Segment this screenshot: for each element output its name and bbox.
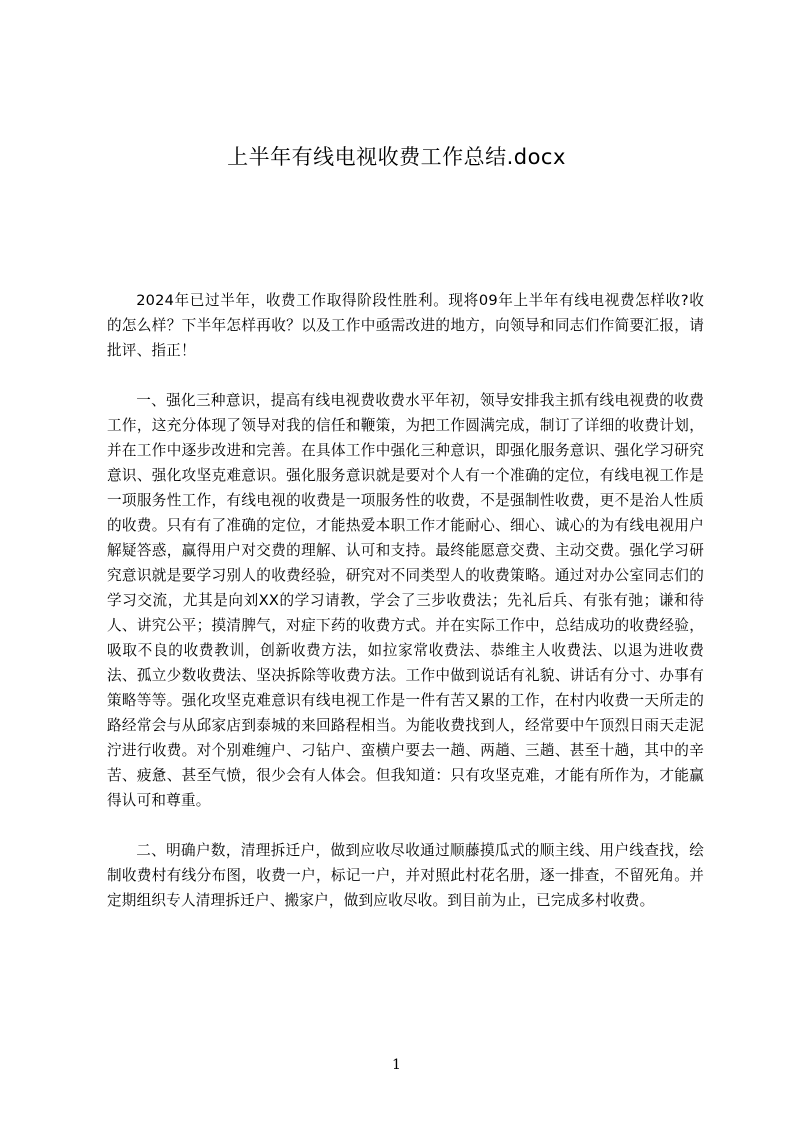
paragraph-section-two: 二、明确户数，清理拆迁户，做到应收尽收通过顺藤摸瓜式的顺主线、用户线查找，绘制收费村有线分布图，收费一户，标记一户，并对照此村花名册，逐一排查，不留死角。并定期组织专人清理拆迁户、搬家户，做到应收尽收。到目前为止，已完成多村收费。 [107, 842, 704, 909]
document-body [107, 288, 704, 938]
paragraph-intro: 2024年已过半年，收费工作取得阶段性胜利。现将09年上半年有线电视费怎样收?收的怎么样？下半年怎样再收？以及工作中亟需改进的地方，向领导和同志们作简要汇报，请批评、指正！ [107, 292, 704, 359]
paragraph-section-one: 一、强化三种意识，提高有线电视费收费水平年初，领导安排我主抓有线电视费的收费工作，这充分体现了领导对我的信任和鞭策，为把工作圆满完成，制订了详细的收费计划，并在工作中逐步改进和完善。在具体工作中强化三种意识，即强化服务意识、强化学习研究意识、强化攻坚克难意识。强化服务意识就是要对个人有一个准确的定位，有线电视工作是一项服务性工作，有线电视的收费是一项服务性的收费，不是强制性收费，更不是治人性质的收费。只有有了准确的定位，才能热爱本职工作才能耐心、细心、诚心的为有线电视用户解疑答惑，赢得用户对交费的理解、认可和支持。最终能愿意交费、主动交费。强化学习研究意识就是要学习别人的收费经验，研究对不同类型人的收费策略。通过对办公室同志们的学习交流，尤其是向刘XX的学习请教，学会了三步收费法；先礼后兵、有张有弛；谦和待人、讲究公平；摸清脾气，对症下药的收费方式。并在实际工作中，总结成功的收费经验，吸取不良的收费教训，创新收费方法，如拉家常收费法、恭维主人收费法、以退为进收费法、孤立少数收费法、坚决拆除等收费方法。工作中做到说话有礼貌、讲话有分寸、办事有策略等等。强化攻坚克难意识有线电视工作是一件有苦又累的工作，在村内收费一天所走的路经常会与从邱家店到泰城的来回路程相当。为能收费找到人，经常要中午顶烈日雨天走泥泞进行收费。对个别难缠户、刁钻户、蛮横户要去一趟、两趟、三趟、甚至十趟，其中的辛苦、疲惫、甚至气愤，很少会有人体会。但我知道：只有攻坚克难，才能有所作为，才能赢得认可和尊重。 [107, 392, 704, 809]
document-title: 上半年有线电视收费工作总结.docx [227, 145, 566, 169]
page-number: 1 [392, 1057, 401, 1073]
